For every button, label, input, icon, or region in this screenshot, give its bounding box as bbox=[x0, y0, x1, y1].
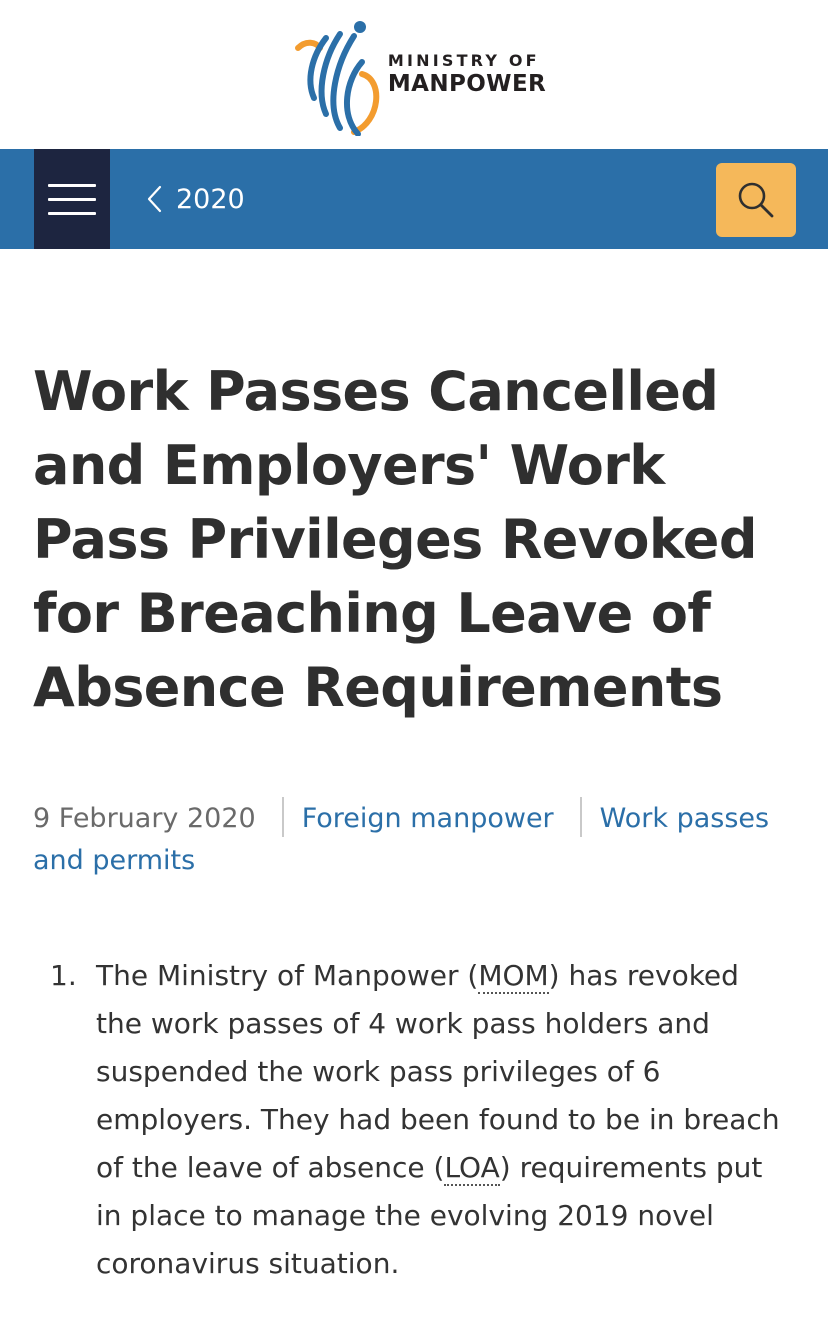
tag-link-work-passes[interactable]: Work passes and permits bbox=[33, 803, 770, 876]
chevron-left-icon bbox=[146, 185, 162, 213]
hamburger-icon bbox=[48, 212, 96, 215]
meta-divider bbox=[282, 797, 284, 837]
abbr-mom[interactable]: MOM bbox=[478, 959, 549, 992]
back-link[interactable] bbox=[146, 149, 245, 249]
article-content bbox=[0, 355, 828, 1288]
logo-text bbox=[388, 53, 546, 96]
nav-bar bbox=[0, 149, 828, 249]
meta-divider bbox=[580, 797, 582, 837]
article-title: Work Passes Cancelled and Employers' Work Pass Privileges Revoked for Breaching Leave of Absence Requirements bbox=[33, 360, 757, 719]
paragraph-text bbox=[96, 952, 792, 1288]
abbr-loa[interactable]: LOA bbox=[444, 1151, 500, 1184]
menu-button[interactable] bbox=[34, 149, 110, 249]
paragraph-text-part: ) requirements put in place to manage the evolving 2019 novel coronavirus situation. bbox=[96, 1151, 763, 1280]
hamburger-icon bbox=[48, 184, 96, 187]
search-icon bbox=[737, 181, 775, 219]
article-meta bbox=[33, 797, 792, 882]
article-date: 9 February 2020 bbox=[33, 803, 256, 834]
hamburger-icon bbox=[48, 198, 96, 201]
paragraph-text-part: ) has revoked the work passes of 4 work pass holders and suspended the work pass privileges of 6 employers. They had been found to be in breach of the leave of absence ( bbox=[96, 959, 780, 1184]
paragraph-text-part: The Ministry of Manpower ( bbox=[96, 959, 479, 992]
site-header bbox=[0, 0, 828, 149]
mom-logo[interactable] bbox=[292, 14, 546, 136]
logo-line1: MINISTRY OF bbox=[387, 51, 540, 70]
search-button[interactable] bbox=[716, 163, 796, 237]
article-paragraph bbox=[33, 952, 792, 1288]
tag-link-foreign-manpower[interactable]: Foreign manpower bbox=[301, 803, 554, 834]
back-link-label: 2020 bbox=[176, 183, 245, 215]
mom-logo-mark-icon bbox=[292, 14, 384, 136]
paragraph-number: 1. bbox=[50, 959, 77, 992]
logo-line2: MANPOWER bbox=[387, 71, 547, 97]
